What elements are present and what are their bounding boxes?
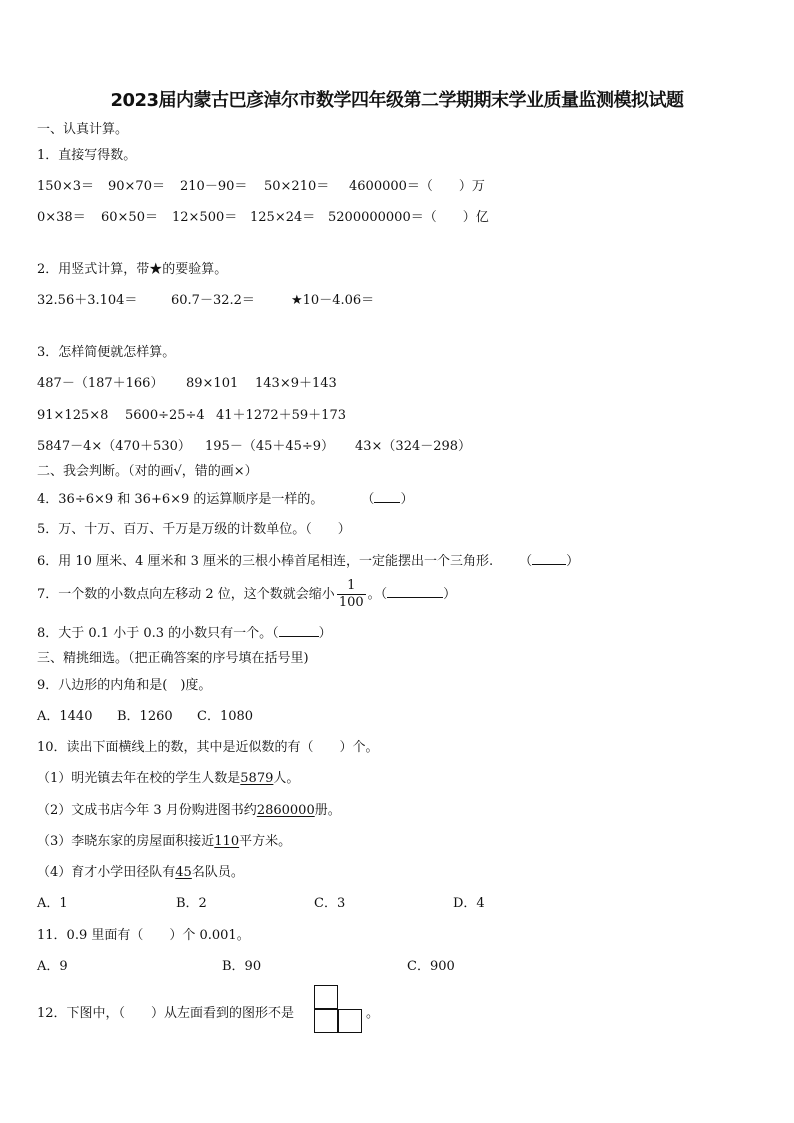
q10-option-c[interactable]: C．3 — [314, 896, 346, 911]
q4-close: ） — [400, 492, 414, 507]
q10-option-b[interactable]: B．2 — [176, 896, 207, 911]
q2-label: 2．用竖式计算，带★的要验算。 — [37, 262, 228, 277]
q2-item: ★10－4.06＝ — [291, 293, 375, 308]
q7-denominator: 100 — [338, 595, 364, 610]
q5-text: 5．万、十万、百万、千万是万级的计数单位。（ ） — [37, 522, 351, 537]
q10-item-pre: （2）文成书店今年 3 月份购进图书约 — [37, 803, 257, 818]
q10-item-post: 平方米。 — [239, 834, 292, 849]
q3-r1-item: 143×9＋143 — [255, 376, 337, 391]
q1-r1-item: 210－90＝ — [180, 179, 248, 194]
q10-text: 10．读出下面横线上的数，其中是近似数的有（ ）个。 — [37, 740, 379, 755]
figure-square-bottom-right — [338, 1009, 362, 1033]
q1-r2-item: 60×50＝ — [101, 210, 158, 225]
q8-close: ） — [318, 626, 332, 641]
q9-option-b[interactable]: B．1260 — [117, 709, 173, 724]
q7-post: 。（ — [367, 587, 388, 602]
q1-r1-item: 150×3＝ — [37, 179, 94, 194]
q10-item-3 — [37, 833, 291, 850]
q2-item: 60.7－32.2＝ — [171, 293, 255, 308]
q1-r1-item: 4600000＝（ ）万 — [349, 179, 485, 194]
q4-open: （ — [361, 492, 375, 507]
q6-line — [37, 552, 579, 570]
section-2-heading: 二、我会判断。（对的画√，错的画×） — [37, 464, 258, 479]
section-1-heading: 一、认真计算。 — [37, 122, 129, 137]
q10-option-a[interactable]: A．1 — [37, 896, 68, 911]
q1-r2-item: 12×500＝ — [172, 210, 238, 225]
page-title: 2023届内蒙古巴彦淖尔市数学四年级第二学期期末学业质量监测模拟试题 — [110, 90, 684, 111]
q6-answer-blank[interactable] — [532, 552, 566, 565]
q1-r2-item: 5200000000＝（ ）亿 — [328, 210, 489, 225]
q8-text: 8．大于 0.1 小于 0.3 的小数只有一个。（ — [37, 626, 279, 641]
q6-open: （ — [519, 554, 533, 569]
q9-text: 9．八边形的内角和是( )度。 — [37, 678, 212, 693]
q4-text: 4．36÷6×9 和 36+6×9 的运算顺序是一样的。 — [37, 492, 324, 507]
q10-option-d[interactable]: D．4 — [453, 896, 485, 911]
q8-answer-blank[interactable] — [279, 624, 319, 637]
q10-item-number: 110 — [214, 834, 240, 849]
q10-item-1 — [37, 770, 299, 787]
q10-item-post: 人。 — [273, 771, 300, 786]
q9-option-c[interactable]: C．1080 — [197, 709, 254, 724]
q1-r2-item: 0×38＝ — [37, 210, 86, 225]
q12-post: 。 — [366, 1006, 380, 1021]
q3-r2-item: 91×125×8 — [37, 408, 109, 423]
q3-r3-item: 5847－4×（470＋530） — [37, 439, 191, 454]
q11-option-b[interactable]: B．90 — [222, 959, 262, 974]
q7-answer-blank[interactable] — [387, 585, 443, 598]
q4-line — [37, 490, 413, 508]
q10-item-post: 名队员。 — [191, 865, 244, 880]
q10-item-4 — [37, 864, 244, 881]
section-3-heading: 三、精挑细选。（把正确答案的序号填在括号里) — [37, 651, 309, 666]
q9-option-a[interactable]: A．1440 — [37, 709, 93, 724]
q1-label: 1．直接写得数。 — [37, 148, 137, 163]
q10-item-post: 册。 — [314, 803, 341, 818]
figure-square-top — [314, 985, 338, 1009]
q3-r1-item: 89×101 — [186, 376, 239, 391]
q3-r3-item: 195－（45＋45÷9） — [205, 439, 335, 454]
q12-pre: 12．下图中，（ ）从左面看到的图形不是 — [37, 1006, 295, 1021]
q7-fraction — [337, 578, 366, 611]
q3-r3-item: 43×（324－298） — [355, 439, 472, 454]
q10-item-number: 2860000 — [256, 803, 315, 818]
q3-r1-item: 487－（187＋166） — [37, 376, 164, 391]
q6-text: 6．用 10 厘米、4 厘米和 3 厘米的三根小棒首尾相连，一定能摆出一个三角形. — [37, 554, 494, 569]
figure-square-bottom-left — [314, 1009, 338, 1033]
q10-item-2 — [37, 802, 341, 819]
q3-label: 3．怎样简便就怎样算。 — [37, 345, 176, 360]
q11-text: 11．0.9 里面有（ ）个 0.001。 — [37, 928, 250, 943]
q1-r2-item: 125×24＝ — [250, 210, 316, 225]
q7-numerator: 1 — [337, 578, 366, 595]
q7-close: ） — [443, 587, 457, 602]
q1-r1-item: 90×70＝ — [108, 179, 165, 194]
q11-option-c[interactable]: C．900 — [407, 959, 455, 974]
q4-answer-blank[interactable] — [374, 490, 400, 503]
q10-item-number: 5879 — [240, 771, 274, 786]
q10-item-pre: （3）李晓东家的房屋面积接近 — [37, 834, 215, 849]
q7-pre: 7．一个数的小数点向左移动 2 位，这个数就会缩小 — [37, 587, 335, 602]
q8-line — [37, 624, 332, 642]
q1-r1-item: 50×210＝ — [264, 179, 330, 194]
q7-line — [37, 577, 456, 613]
q2-item: 32.56＋3.104＝ — [37, 293, 138, 308]
q3-r2-item: 5600÷25÷4 — [125, 408, 205, 423]
q11-option-a[interactable]: A．9 — [37, 959, 68, 974]
q6-close: ） — [566, 554, 580, 569]
q10-item-number: 45 — [175, 865, 192, 880]
q10-item-pre: （1）明光镇去年在校的学生人数是 — [37, 771, 241, 786]
q3-r2-item: 41＋1272＋59＋173 — [216, 408, 346, 423]
q10-item-pre: （4）育才小学田径队有 — [37, 865, 176, 880]
